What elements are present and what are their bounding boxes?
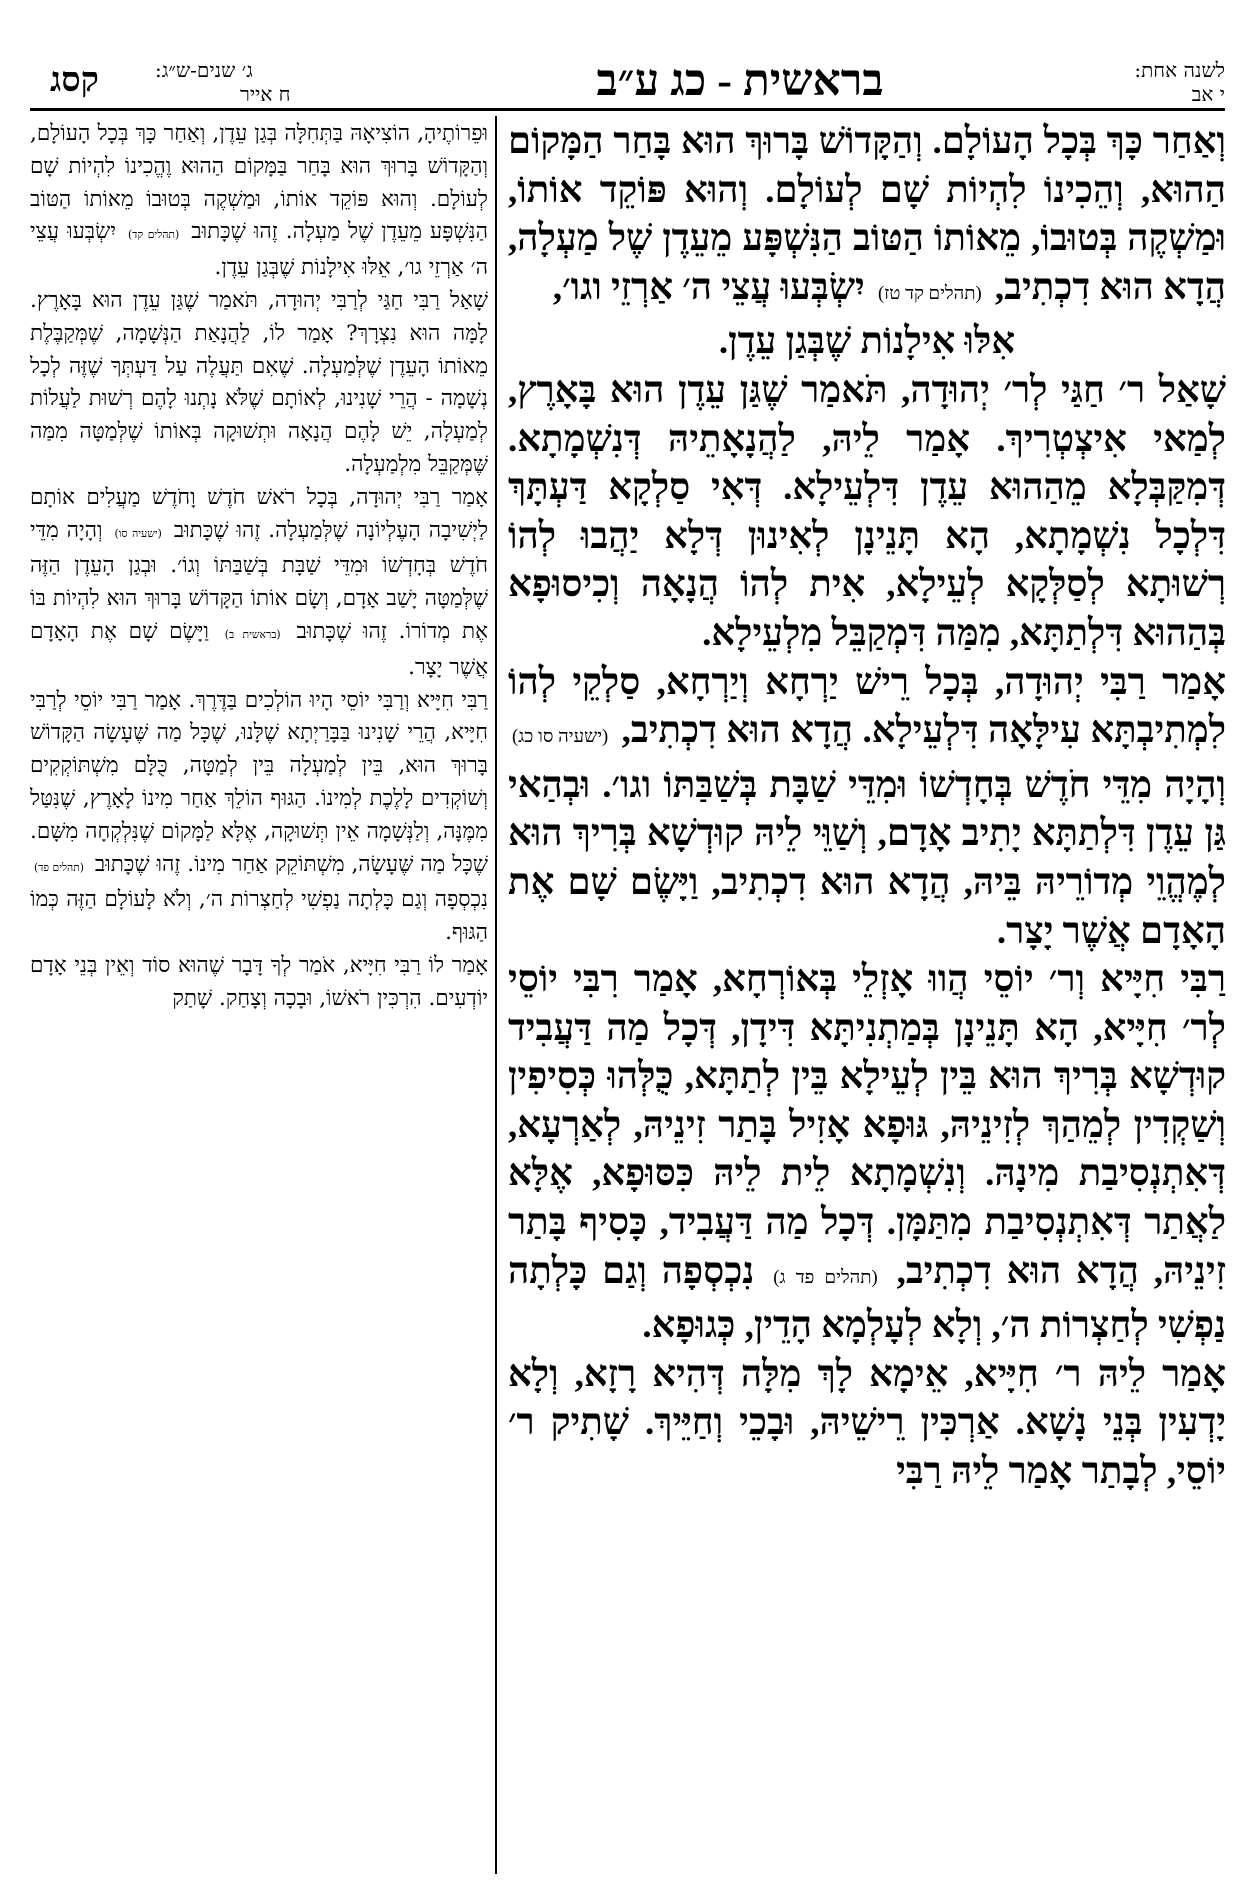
three-year-date: ח אייר (240, 82, 291, 106)
three-year-label: ג׳ שנים-ש״ג: (155, 58, 253, 82)
aramaic-column (508, 118, 1226, 1876)
verse-reference: (תהלים פד) (34, 860, 84, 874)
paragraph-text: נִכְסְפָה וְגַם כָּלְתָה נַפְשִׁי לְחַצְרוֹת ה׳, וְלָא לְעָלְמָא הָדֵין, כְּגוּפָא. (508, 1250, 1226, 1347)
paragraph-text: יִשְׂבְּעוּ עֲצֵי ה׳ אַרְזֵי גו׳, אֵלּוּ אִילָנוֹת שֶׁבְּגַן עֵדֶן. (30, 219, 488, 281)
paragraph: שָׁאַל רַבִּי חַגַּי לְרַבִּי יְהוּדָה, תֹּאמַר שֶׁגַּן עֵדֶן הוּא בָּאָרֶץ. לָמָּה הוּא נִצְרָךְ? אָמַר לוֹ, לַהֲנָאַת הַנְּשָׁמָה, שֶׁמְּקַבֶּלֶת מֵאוֹתוֹ הָעֵדֶן שֶׁלְּמַעְלָה. שֶׁאִם תַּעֲלֶה עַל דַּעְתְּךָ שֶׁזֶּה לְכָל נְשָׁמָה - הֲרֵי שָׁנִינוּ, לְאוֹתָם שֶׁלֹּא נָתְנוּ לָהֶם רְשׁוּת לַעֲלוֹת לְמַעְלָה, יֵשׁ לָהֶם הֲנָאָה וּתְשׁוּקָה בְּאוֹתוֹ שֶׁלְּמַטָּה מִמַּה שֶּׁמְּקַבֵּל מִלְמַעְלָה. (30, 287, 488, 477)
paragraph (30, 482, 488, 685)
paragraph-text: וַיָּשֶׂם שָׁם אֶת הָאָדָם אֲשֶׁר יָצָר. (30, 618, 488, 680)
paragraph (30, 118, 488, 285)
verse-reference: (תהלים קד) (127, 228, 180, 242)
paragraph-text: אָמַר רַבִּי יְהוּדָה, בְּכָל רֹאשׁ חֹדֶשׁ וָחֹדֶשׁ מַעֲלִים אוֹתָם לַיְשִׁיבָה הָעֶלְיוֹנָה שֶׁלְּמַעְלָה. זֶהוּ שֶׁכָּתוּב (30, 484, 488, 543)
paragraph-text: רַבִּי חִיָּיא וְרַבִּי יוֹסֵי הָיוּ הוֹלְכִים בַּדֶּרֶךְ. אָמַר רַבִּי יוֹסֵי לְרַבִּי חִיָּיא, הֲרֵי שָׁנִינוּ בַּבָּרַיְתָא שֶׁלָּנוּ, שֶׁכָּל מַה שֶּׁעָשָׂה הַקָּדוֹשׁ בָּרוּךְ הוּא, בֵּין לְמַעְלָה בֵּין לְמַטָּה, כֻּלָּם מִשְׁתּוֹקְקִים וְשׁוֹקְדִים לָלֶכֶת לְמִינוֹ. הַגּוּף הוֹלֵךְ אַחַר מִינוֹ לָאָרֶץ, שֶׁנִּטַּל מִמֶּנָּה, וְלַנְּשָׁמָה אֵין תְּשׁוּקָה, אֶלָּא לַמָּקוֹם שֶׁנִּלְקְחָה מִשָּׁם. שֶׁכָּל מַה שֶּׁעָשָׂה, מִשְׁתּוֹקֵק אַחַר מִינוֹ. זֶהוּ שֶׁכָּתוּב (30, 687, 488, 877)
paragraph-text: נִכְסְפָה וְגַם כָּלְתָה נַפְשִׁי לְחַצְרוֹת ה׳, וְלֹא לָעוֹלָם הַזֶּה כְּמוֹ הַגּוּף. (30, 887, 488, 946)
verse-reference: (ישעיה סו) (114, 526, 162, 540)
paragraph (508, 118, 1226, 318)
paragraph: אָמַר לוֹ רַבִּי חִיָּיא, אֹמַר לְךָ דָּבָר שֶׁהוּא סוֹד וְאֵין בְּנֵי אָדָם יוֹדְעִים. הִרְכִּין רֹאשׁוֹ, וּבָכָה וְצָחַק. שָׁתַק (30, 952, 488, 1011)
paragraph-text: וְאַחַר כָּךְ בְּכָל הָעוֹלָם. וְהַקָּדוֹשׁ בָּרוּךְ הוּא בָּחַר הַמָּקוֹם הַהוּא, וְהֵכִינוֹ לִהְיוֹת שָׁם לְעוֹלָם. וְהוּא פּוֹקֵד אוֹתוֹ, וּמַשְׁקֶה בְּטוּבוֹ, מֵאוֹתוֹ הַטּוֹב הַנִּשְׁפָּע מֵעֵדֶן שֶׁל מַעְלָה, הֲדָא הוּא דִכְתִיב, (508, 121, 1226, 308)
paragraph (508, 956, 1226, 1351)
hebrew-translation-column (30, 118, 488, 1876)
paragraph-text: וּפֵרוֹתֶיהָ, הוֹצִיאָהּ בַּתְּחִלָּה בְּגַן עֵדֶן, וְאַחַר כָּךְ בְּכָל הָעוֹלָם, וְהַקָּדוֹשׁ בָּרוּךְ הוּא בָּחַר בַּמָּקוֹם הַהוּא וֶהֱכִינוֹ לִהְיוֹת שָׁם לְעוֹלָם. וְהוּא פּוֹקֵד אוֹתוֹ, וּמַשְׁקֶה בְּטוּבוֹ מֵאוֹתוֹ הַטּוֹב הַנִּשְׁפָּע מֵעֵדֶן שֶׁל מַעְלָה. זֶהוּ שֶׁכָּתוּב (30, 121, 488, 245)
verse-reference: (תהלים קד טז) (877, 283, 982, 304)
page-title: בראשית - כג ע״ב (596, 56, 884, 105)
verse-reference: (תהלים פד ג) (773, 1267, 878, 1288)
verse-reference: (ישעיה סו כג) (512, 727, 609, 748)
page-number: קסג (50, 60, 99, 100)
paragraph-text: וְהָיָה מִדֵּי חֹדֶשׁ בְּחָדְשׁוֹ וּמִדֵּי שַׁבָּת בְּשַׁבַּתּוֹ וְגוֹ׳. וּבְגַן הָעֵדֶן הַזֶּה שֶׁלְּמַטָּה יָשַׁב אָדָם, וְשָׂם אוֹתוֹ הַקָּדוֹשׁ בָּרוּךְ הוּא לִהְיוֹת בּוֹ אֶת מְדוֹרוֹ. זֶהוּ שֶׁכָּתוּב (30, 517, 488, 644)
column-divider (495, 116, 497, 1874)
paragraph: שָׁאַל ר׳ חַגַּי לְר׳ יְהוּדָה, תֹּאמַר שֶׁגַּן עֵדֶן הוּא בָּאָרֶץ, לְמַאי אִיצְטְרִיךְ. אָמַר לֵיהּ, לַהֲנָאָתֵיהּ דְּנִשְׁמָתָא. דְּמִקַּבְּלָא מֵהַהוּא עֵדֶן דִּלְעֵילָא. דְּאִי סַלְקָא דַּעְתָּךְ דִּלְכָל נִשְׁמָתָא, הָא תָּנֵינָן לְאִינוּן דְּלָא יַהֲבוּ לְהוֹ רְשׁוּתָא לְסַלְּקָא לְעֵילָא, אִית לְהוֹ הֲנָאָה וְכִיסוּפָא בְּהַהוּא דִּלְתַתָּא, מִמַּה דִּמְקַבֵּל מִלְעֵילָא. (508, 369, 1226, 654)
one-year-date: י אב (1191, 82, 1225, 106)
paragraph (508, 659, 1226, 957)
verse-reference: (בראשית ב) (224, 627, 281, 641)
paragraph-text: וְהָיָה מִדֵּי חֹדֶשׁ בְּחָדְשׁוֹ וּמִדֵּי שַׁבָּת בְּשַׁבַּתּוֹ וגו׳. וּבְהַאי גַּן עֵדֶן דִּלְתַתָּא יָתִיב אָדָם, וְשַׁוֵּי לֵיהּ קוּדְשָׁא בְּרִיךְ הוּא לְמֶהֱוֵי מְדוֹרֵיהּ בֵּיהּ, הֲדָא הוּא דִכְתִיב, וַיָּשֶׂם שָׁם אֶת הָאָדָם אֲשֶׁר יָצָר. (508, 764, 1226, 952)
verse-quote: יִשְׂבְּעוּ עֲצֵי ה׳ אַרְזֵי וגו׳, (552, 266, 865, 308)
page-header (0, 0, 1253, 110)
paragraph (30, 685, 488, 950)
one-year-label: לשנה אחת: (1134, 58, 1225, 82)
paragraph: אִלּוּ אִילָנוֹת שֶׁבְּגַן עֵדֶן. (718, 321, 1016, 363)
paragraph-text: רַבִּי חִיָּיא וְר׳ יוֹסֵי הֲווּ אָזְלֵי בְּאוֹרְחָא, אָמַר רִבִּי יוֹסֵי לְר׳ חִיָּיא, הָא תָּנֵינָן בְּמַתְנִיתָּא דִּידָן, דְּכָל מַה דַּעֲבִיד קוּדְשָׁא בְּרִיךְ הוּא בֵּין לְעֵילָא בֵּין לְתַתָּא, כֻּלְּהוּ כְּסִיפִין וְשַׁקְדִין לְמֵהַךְ לְזִינֵיהּ, גּוּפָא אָזִיל בָּתַר זִינֵיהּ, לְאַרְעָא, דְּאִתְנְסִיבַת מִינָהּ. וְנִשְׁמָתָא לֵית לֵיהּ כִּסּוּפָא, אֶלָּא לַאֲתַר דְּאִתְנְסִיבַת מִתַּמָּן. דְּכָל מַה דַּעֲבִיד, כָּסִיף בָּתַר זִינֵיהּ, הֲדָא הוּא דִכְתִיב, (508, 959, 1226, 1292)
paragraph-text: אָמַר רַבִּי יְהוּדָה, בְּכָל רֵישׁ יַרְחָא וְיַרְחָא, סַלְקֵי לְהוֹ לִמְתִיבְתָּא עִילָּאָה דִּלְעֵילָא. הֲדָא הוּא דִכְתִיב, (508, 661, 1226, 752)
paragraph: אָמַר לֵיהּ ר׳ חִיָּיא, אֵימָא לָךְ מִלָּה דְּהִיא רָזָא, וְלָא יָדְעִין בְּנֵי נָשָׁא. אַרְכִּין רֵישֵׁיהּ, וּבָכֵי וְחַיֵּיךְ. שָׁתִיק ר׳ יוֹסֵי, לְבָתַר אָמַר לֵיהּ רַבִּי (508, 1353, 1226, 1493)
header-rule (30, 108, 1225, 111)
